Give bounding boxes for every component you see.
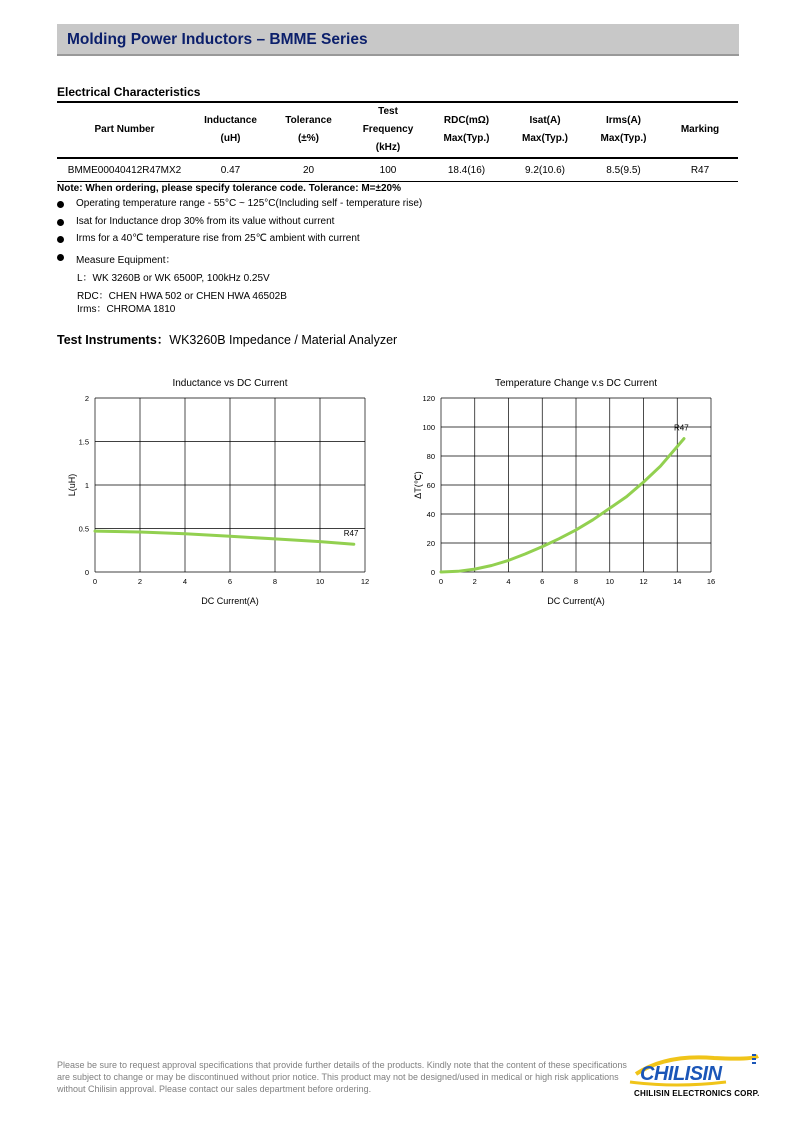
table-cell: R47: [662, 158, 738, 182]
chart-title: Inductance vs DC Current: [172, 378, 288, 389]
bullet-icon: [57, 236, 64, 243]
x-tick-label: 12: [639, 577, 648, 586]
x-tick-label: 6: [227, 577, 233, 586]
temperature-chart: [400, 370, 730, 610]
x-axis-label: DC Current(A): [201, 596, 259, 606]
bullet-icon: [57, 219, 64, 226]
x-tick-label: 4: [182, 577, 188, 586]
chart-title: Temperature Change v.s DC Current: [494, 378, 658, 389]
x-tick-label: 12: [360, 577, 370, 586]
table-cell: BMME00040412R47MX2: [57, 158, 192, 182]
x-tick-label: 2: [472, 577, 477, 586]
x-tick-label: 0: [92, 577, 98, 586]
x-tick-label: 8: [272, 577, 278, 586]
y-tick-label: 100: [422, 423, 435, 432]
y-tick-label: 0: [430, 568, 435, 577]
y-tick-label: 1.5: [78, 437, 89, 447]
x-tick-label: 0: [438, 577, 444, 586]
y-tick-label: 40: [426, 510, 435, 519]
y-tick-label: 20: [426, 539, 435, 548]
column-header: Tolerance (±%): [269, 102, 348, 158]
x-tick-label: 10: [315, 577, 325, 586]
x-tick-label: 4: [506, 577, 511, 586]
x-axis-label: DC Current(A): [547, 596, 605, 606]
y-tick-label: 1: [84, 481, 89, 490]
test-instruments-label: Test Instruments：: [57, 333, 170, 347]
column-header: Inductance (uH): [192, 102, 269, 158]
y-tick-label: 0: [84, 568, 89, 577]
section-title: Electrical Characteristics: [57, 85, 201, 99]
table-body: [57, 158, 738, 182]
ordering-note: Note: When ordering, please specify tolerance code. Tolerance: M=±20%: [57, 183, 402, 194]
series-label: R47: [343, 529, 359, 539]
column-header: Marking: [662, 102, 738, 158]
column-header: Isat(A) Max(Typ.): [505, 102, 585, 158]
table-cell: 8.5(9.5): [585, 158, 662, 182]
test-instruments: [57, 330, 397, 348]
series-line: [95, 531, 354, 544]
x-tick-label: 6: [540, 577, 545, 586]
series-line: [441, 439, 684, 572]
x-tick-label: 16: [706, 577, 716, 586]
column-header: Test Frequency (kHz): [348, 102, 428, 158]
column-header: Part Number: [57, 102, 192, 158]
y-tick-label: 0.5: [78, 524, 89, 534]
equipment-l: L：WK 3260B or WK 6500P, 100kHz 0.25V: [77, 273, 270, 284]
table-cell: 20: [269, 158, 348, 182]
column-header: Irms(A) Max(Typ.): [585, 102, 662, 158]
x-tick-label: 8: [573, 577, 579, 586]
spec-table: [57, 101, 738, 182]
table-cell: 18.4(16): [428, 158, 505, 182]
table-cell: 0.47: [192, 158, 269, 182]
y-tick-label: 2: [84, 394, 89, 403]
x-tick-label: 10: [605, 577, 614, 586]
y-axis-label: L(uH): [67, 473, 77, 497]
company-name: CHILISIN ELECTRONICS CORP.: [634, 1089, 760, 1098]
y-axis-label: ΔT(℃): [413, 471, 423, 499]
inductance-chart: [55, 370, 385, 610]
column-header: RDC(mΩ) Max(Typ.): [428, 102, 505, 158]
table-row: [57, 158, 738, 182]
series-label: R47: [674, 423, 689, 433]
page-title: Molding Power Inductors – BMME Series: [67, 31, 368, 48]
equipment-irms: Irms：CHROMA 1810: [77, 304, 176, 315]
equipment-rdc: RDC：CHEN HWA 502 or CHEN HWA 46502B: [77, 291, 287, 302]
header-bar: [57, 24, 739, 56]
test-instruments-value: WK3260B Impedance / Material Analyzer: [169, 333, 398, 347]
x-tick-label: 2: [137, 577, 143, 586]
svg-text:CHILISIN: CHILISIN: [640, 1063, 722, 1085]
table-cell: 9.2(10.6): [505, 158, 585, 182]
y-tick-label: 60: [426, 481, 435, 490]
y-tick-label: 80: [426, 452, 435, 461]
table-header-row: [57, 102, 738, 158]
table-cell: 100: [348, 158, 428, 182]
chilisin-logo-icon: [626, 1052, 766, 1088]
bullet-icon: [57, 254, 64, 261]
footer-disclaimer: Please be sure to request approval specifications that provide further details of the products. Kindly note that the content of these specifications are subject to change or may be discontinued without prior notice. This product may not be designed/used in medical or high risk applications without Chilisin approval. Please contact our sales department before ordering.: [57, 1060, 627, 1094]
y-tick-label: 120: [422, 394, 435, 403]
company-logo: [626, 1052, 766, 1100]
bullet-icon: [57, 201, 64, 208]
x-tick-label: 14: [673, 577, 682, 586]
